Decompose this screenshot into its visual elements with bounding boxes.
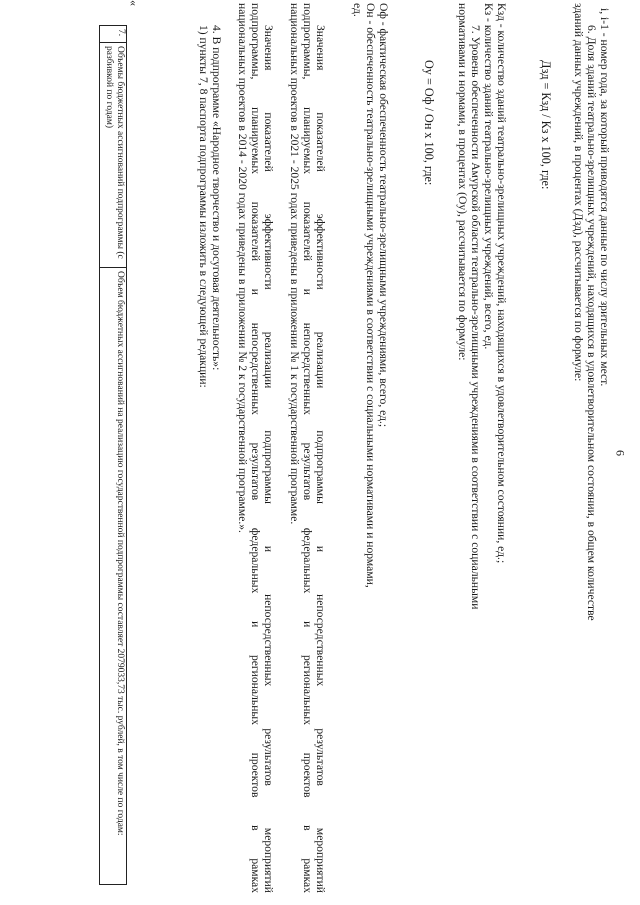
text-line: Оф - фактическая обеспеченность театрально-зрелищными учреждениями, всего, ед.; (377, 3, 390, 428)
formula-oy: Оу = Оф / Он х 100, где: (422, 60, 436, 186)
text-line: подпрограммы, планируемых показателей и непосредственных результатов федеральных и региональных проектов в рамках (301, 3, 314, 893)
text-line: подпрограммы, планируемых показателей и непосредственных результатов федеральных и региональных проектов в рамках (249, 3, 262, 893)
rotated-page-content (95, 0, 615, 905)
table-cell-number: 7. (100, 26, 126, 43)
text-line: ед. (351, 3, 364, 17)
text-line: i, i-1 - номер года, за который приводятся данные по числу зрительных мест. (598, 8, 611, 387)
text-line: национальных проектов в 2021 - 2025 годах приведены в приложении № 1 к государственной программе. (288, 3, 301, 525)
text-line: зданий данных учреждений, в процентах (Дзд), рассчитывается по формуле: (572, 3, 585, 382)
text-line: национальных проектов в 2014 - 2020 годах приведены в приложении № 2 к государственной программе.». (236, 3, 249, 533)
text-line: 1) пункты 7, 8 паспорта подпрограммы изложить в следующей редакции: (197, 25, 210, 388)
text-line: 6. Доля зданий театрально-зрелищных учреждений, находящихся в удовлетворительном состоянии, в общем количестве (585, 25, 598, 621)
text-line: нормативами и нормами, в процентах (Оу), рассчитывается по формуле: (456, 3, 469, 361)
text-line: Кз - количество зданий театрально-зрелищных учреждений, всего, ед. (482, 3, 495, 350)
text-line: Он - обеспеченность театрально-зрелищными учреждениями в соответствии с социальными нормативами и нормами, (364, 3, 377, 588)
page-number: 6 (613, 450, 628, 456)
text-line: Значения показателей эффективности реализации подпрограммы и непосредственных результатов мероприятий (314, 25, 327, 893)
table-cell-label: Объемы бюджетных ассигнований подпрограммы (с разбивкой по годам) (100, 43, 126, 268)
text-line: 7. Уровень обеспеченности Амурской области театрально-зрелищными учреждениями в соответствии с социальными (469, 25, 482, 610)
formula-dzd: Дзд = Кзд / Кз х 100, где: (539, 60, 553, 190)
table-cell-value: Объем бюджетных ассигнований на реализацию государственной подпрограммы составляет 2079033,73 тыс. рублей, в том числе по годам: (115, 271, 125, 836)
text-line: 4. В подпрограмме «Народное творчество и досуговая деятельность»: (210, 25, 223, 371)
text-line: Значения показателей эффективности реализации подпрограммы и непосредственных результатов мероприятий (262, 25, 275, 893)
opening-quote-mark: « (127, 0, 141, 6)
text-line: Кзд - количество зданий театрально-зрелищных учреждений, находящихся в удовлетворительном состоянии, ед.; (495, 3, 508, 564)
passport-table (99, 25, 127, 885)
